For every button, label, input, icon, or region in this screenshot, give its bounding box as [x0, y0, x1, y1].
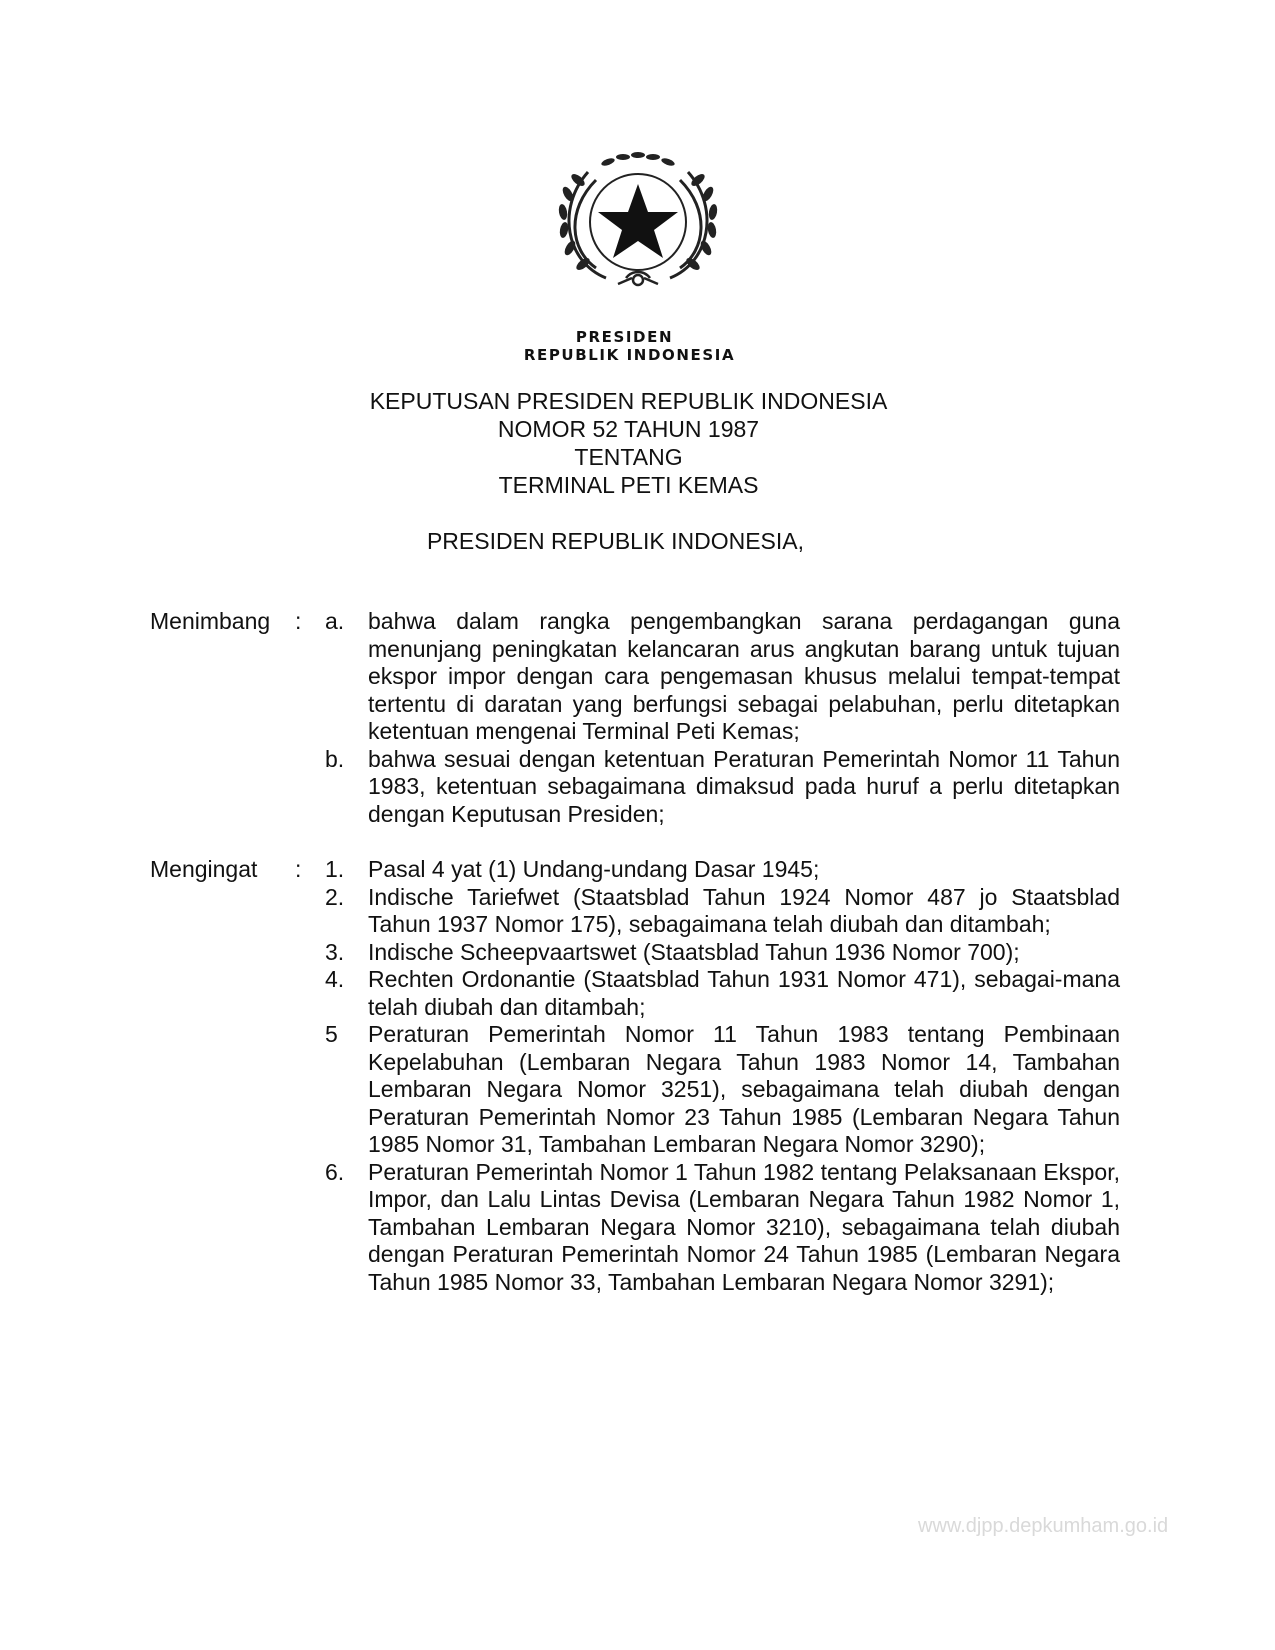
watermark-url: www.djpp.depkumham.go.id	[918, 1515, 1169, 1537]
president-line: PRESIDEN REPUBLIK INDONESIA,	[426, 528, 805, 554]
presidential-emblem	[548, 150, 728, 295]
garuda-star-emblem-icon	[548, 150, 728, 295]
list-item-text: bahwa dalam rangka pengembangkan sarana perdagangan guna menunjang peningkatan kelancaran arus angkutan barang untuk tujuan ekspor impor dengan cara pengemasan khusus melalui tempat-tempat tertentu di daratan yang berfungsi sebagai pelabuhan, perlu ditetapkan ketentuan mengenai Terminal Peti Kemas;	[368, 608, 1120, 744]
list-item-number: 6.	[325, 1158, 345, 1185]
list-item-text: Pasal 4 yat (1) Undang-undang Dasar 1945;	[368, 856, 820, 882]
list-item-text: Rechten Ordonantie (Staatsblad Tahun 1931 Nomor 471), sebagai-mana telah diubah dan ditambah;	[368, 966, 1120, 1020]
list-item	[150, 939, 1130, 967]
emblem-title-president: PRESIDEN	[575, 328, 674, 346]
decree-heading	[0, 387, 1275, 499]
decree-subject: TERMINAL PETI KEMAS	[498, 472, 759, 498]
list-item-text: bahwa sesuai dengan ketentuan Peraturan Pemerintah Nomor 11 Tahun 1983, ketentuan sebagaimana dimaksud pada huruf a perlu ditetapkan dengan Keputusan Presiden;	[368, 745, 1120, 827]
list-item-text: Peraturan Pemerintah Nomor 11 Tahun 1983 tentang Pembinaan Kepelabuhan (Lembaran Negara Tahun 1983 Nomor 14, Tambahan Lembaran Negara Nomor 3251), sebagaimana telah diubah dengan Peraturan Pemerintah Nomor 23 Tahun 1985 (Lembaran Negara Tahun 1985 Nomor 31, Tambahan Lembaran Negara Nomor 3290);	[368, 1021, 1120, 1157]
list-item	[150, 608, 1130, 746]
list-item-text: Peraturan Pemerintah Nomor 1 Tahun 1982 tentang Pelaksanaan Ekspor, Impor, dan Lalu Lintas Devisa (Lembaran Negara Tahun 1982 Nomor 1, Tambahan Lembaran Negara Nomor 3210), sebagaimana telah diubah dengan Peraturan Pemerintah Nomor 24 Tahun 1985 (Lembaran Negara Tahun 1985 Nomor 33, Tambahan Lembaran Negara Nomor 3291);	[368, 1158, 1120, 1295]
list-item	[150, 884, 1130, 939]
decree-about: TENTANG	[574, 444, 683, 470]
list-item-number: a.	[325, 608, 345, 634]
list-item-number: 3.	[325, 938, 345, 965]
menimbang-colon: :	[295, 608, 302, 634]
list-item	[150, 1159, 1130, 1297]
menimbang-section	[150, 608, 1130, 828]
list-item-number: 4.	[325, 966, 345, 992]
list-item	[150, 856, 1130, 884]
list-item-text: Indische Tariefwet (Staatsblad Tahun 1924 Nomor 487 jo Staatsblad Tahun 1937 Nomor 175), sebagaimana telah diubah dan ditambah;	[368, 883, 1120, 937]
list-item-number: b.	[325, 745, 345, 772]
mengingat-section	[150, 856, 1130, 1296]
mengingat-colon: :	[295, 856, 302, 882]
mengingat-label: Mengingat	[150, 856, 258, 882]
decree-title: KEPUTUSAN PRESIDEN REPUBLIK INDONESIA	[369, 388, 888, 414]
decree-number: NOMOR 52 TAHUN 1987	[497, 416, 760, 442]
list-item-text: Indische Scheepvaartswet (Staatsblad Tahun 1936 Nomor 700);	[368, 938, 1020, 965]
emblem-title-republic: REPUBLIK INDONESIA	[523, 346, 736, 364]
list-item	[150, 966, 1130, 1021]
list-item-number: 5	[325, 1021, 338, 1047]
list-item	[150, 1021, 1130, 1159]
list-item	[150, 746, 1130, 829]
list-item-number: 1.	[325, 856, 345, 882]
list-item-number: 2.	[325, 883, 345, 910]
menimbang-label: Menimbang	[150, 608, 271, 634]
